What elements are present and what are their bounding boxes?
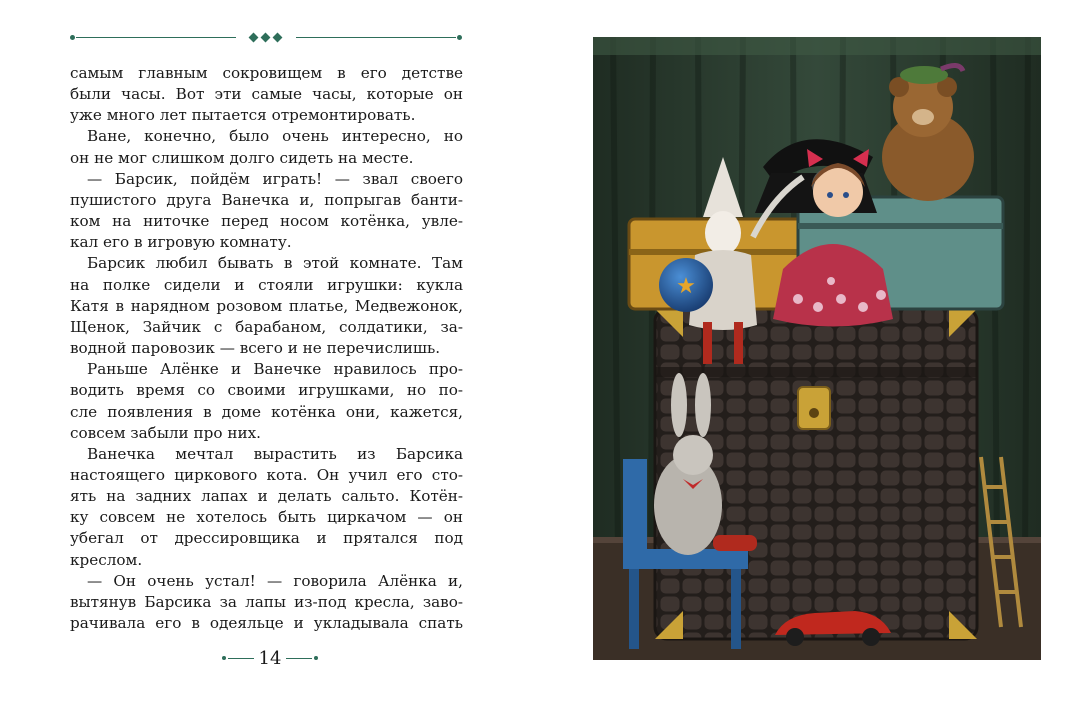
text-line: самым главным сокровищем в его детстве	[70, 64, 463, 82]
ornament-dot	[314, 656, 318, 660]
green-hat	[900, 66, 948, 84]
curtain-top	[593, 37, 1041, 55]
doll-eye	[827, 192, 833, 198]
bunny-ear	[671, 373, 687, 437]
page-number-ornament	[222, 648, 318, 670]
ornament-line	[296, 37, 456, 38]
illustration	[593, 37, 1041, 660]
text-line: уже много лет пытается отремонтировать.	[70, 106, 416, 125]
text-line: настоящего циркового кота. Он учил его сто-	[70, 465, 463, 484]
text-line: рачивала его в одеяльце и укладывала спать	[70, 614, 463, 633]
bear-muzzle	[912, 109, 934, 125]
text-line: пушистого друга Ванечка и, попрыгав банти-	[70, 190, 463, 209]
bunny-ear	[695, 373, 711, 437]
text-line: — Он очень устал! — говорила Алёнка и,	[87, 571, 463, 590]
chair-leg	[629, 569, 639, 649]
text-line: ком на ниточке перед носом котёнка, увле-	[70, 212, 463, 231]
text-line: кал его в игровую комнату.	[70, 233, 292, 252]
toys-illustration	[593, 37, 1041, 660]
text-line: на полке сидели и стояли игрушки: кукла	[70, 275, 463, 294]
pierrot-leg	[703, 322, 712, 364]
car-wheel	[786, 628, 804, 646]
ornament-line	[76, 37, 236, 38]
pierrot-face	[705, 211, 741, 255]
bunny-trousers	[713, 535, 757, 551]
ornament-diamond	[249, 33, 259, 43]
text-line: вытянув Барсика за лапы из-под кресла, заво-	[70, 592, 463, 611]
car-wheel	[862, 628, 880, 646]
ornament-diamond	[273, 33, 283, 43]
trunk-keyhole	[809, 408, 819, 418]
text-line: совсем забыли про них.	[70, 423, 261, 442]
text-line: Щенок, Зайчик с барабаном, солдатики, за-	[70, 317, 463, 336]
text-line: креслом.	[70, 550, 143, 569]
text-line: ку совсем не хотелось быть циркачом — он	[70, 508, 463, 527]
header-ornament	[70, 33, 462, 43]
bunny-head	[673, 435, 713, 475]
ball-star-icon: ★	[676, 274, 696, 299]
text-line: — Барсик, пойдём играть! — звал своего	[87, 169, 463, 188]
text-line: Катя в нарядном розовом платье, Медвежонок,	[70, 296, 463, 315]
text-line: водить время со своими игрушками, но по-	[70, 381, 463, 400]
page-number: 14	[258, 648, 282, 669]
pierrot-leg	[734, 322, 743, 364]
body-text	[70, 63, 463, 634]
suitcase-band	[798, 223, 1003, 229]
right-page	[540, 0, 1080, 703]
ornament-line	[286, 658, 312, 659]
text-line: Барсик любил бывать в этой комнате. Там	[87, 254, 463, 273]
text-line: ять на задних лапах и делать сальто. Котён-	[70, 487, 463, 506]
text-line: Ване, конечно, было очень интересно, но	[87, 127, 463, 146]
text-line: Раньше Алёнке и Ванечке нравилось про-	[87, 360, 463, 379]
ornament-dot	[70, 35, 75, 40]
ornament-dot	[457, 35, 462, 40]
text-line: сле появления в доме котёнка они, кажется,	[70, 402, 463, 421]
text-line: водной паровозик — всего и не перечислишь.	[70, 339, 441, 358]
chair-leg	[731, 569, 741, 649]
ornament-diamond	[261, 33, 271, 43]
doll-eye	[843, 192, 849, 198]
text-line: убегал от дрессировщика и прятался под	[70, 529, 463, 548]
text-line: были часы. Вот эти самые часы, которые он	[70, 85, 463, 104]
text-line: он не мог слишком долго сидеть на месте.	[70, 148, 414, 167]
text-line: Ванечка мечтал вырастить из Барсика	[87, 444, 463, 463]
